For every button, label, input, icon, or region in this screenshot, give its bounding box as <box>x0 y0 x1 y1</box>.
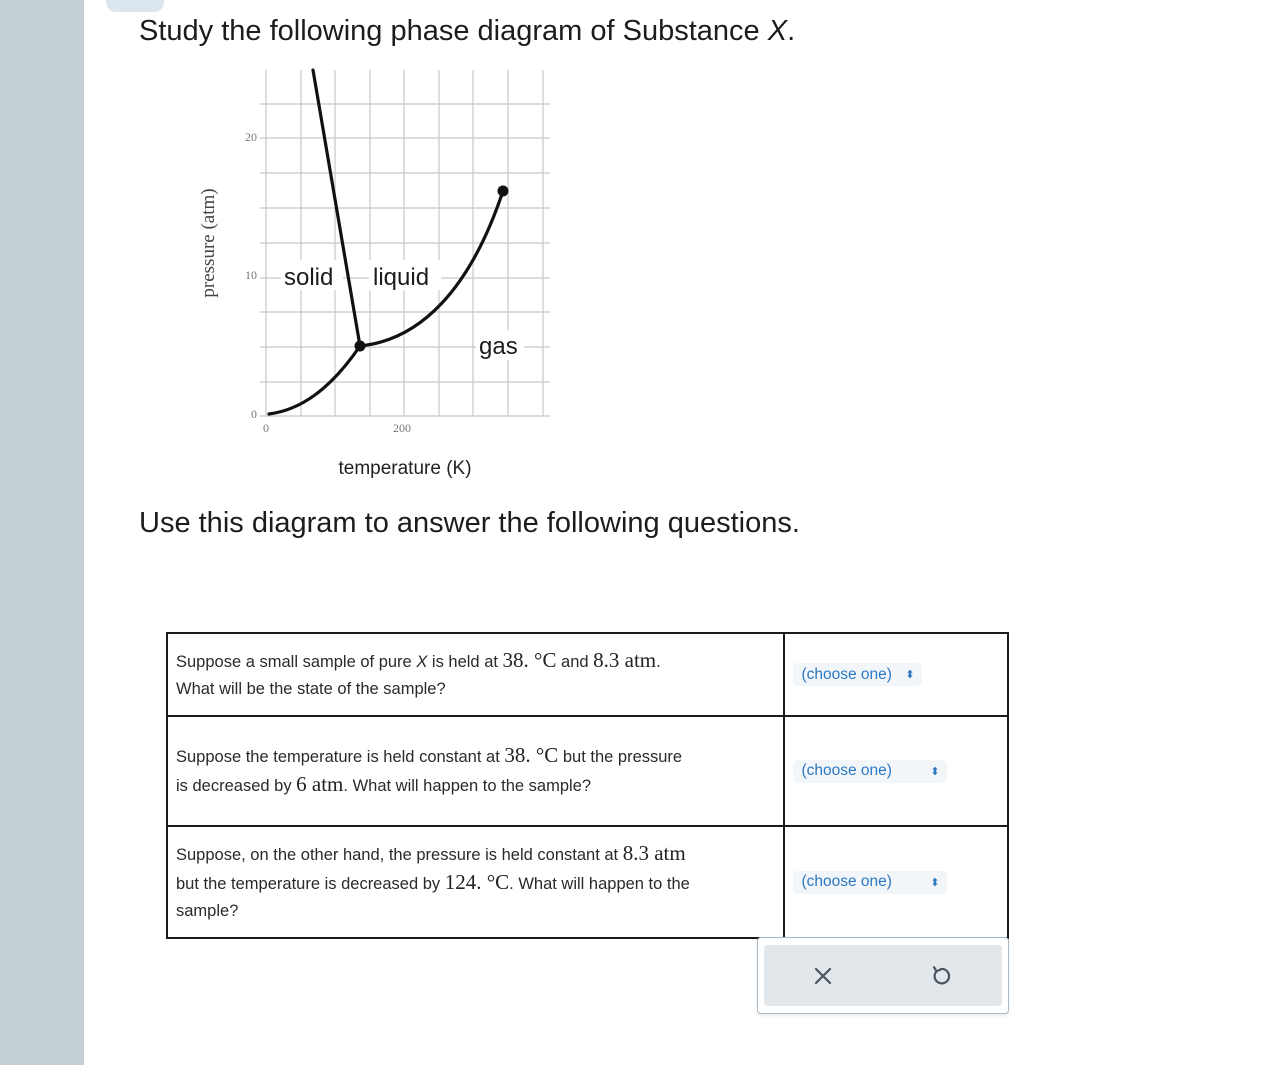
answer-cell-2 <box>784 716 1008 826</box>
critical-point <box>498 186 509 197</box>
updown-chevron-icon: ⬍ <box>930 765 940 778</box>
y-tick-10: 10 <box>245 268 257 282</box>
answer-1-select[interactable]: (choose one) ⬍ <box>793 663 922 686</box>
triple-point <box>355 341 366 352</box>
grid <box>260 70 550 416</box>
undo-icon[interactable] <box>928 963 954 989</box>
top-tab[interactable] <box>106 0 164 12</box>
answer-cell-1 <box>784 633 1008 716</box>
left-sidebar <box>0 0 84 1065</box>
page-title: Study the following phase diagram of Substance X. <box>139 15 796 47</box>
region-gas-label: gas <box>479 333 518 360</box>
sublimation-curve <box>269 346 360 414</box>
answer-cell-3 <box>784 826 1008 938</box>
action-panel <box>757 937 1009 1014</box>
region-solid-label: solid <box>284 264 334 291</box>
x-axis-label: temperature (K) <box>338 458 472 479</box>
question-2: Suppose the temperature is held constant at 38. °C but the pressure is decreased by 6 atm. What will happen to the sample? <box>167 716 784 826</box>
table-row <box>167 633 1008 716</box>
y-tick-0: 0 <box>251 407 257 421</box>
updown-chevron-icon: ⬍ <box>930 876 940 889</box>
table-row <box>167 716 1008 826</box>
phase-diagram <box>180 60 580 485</box>
region-liquid-label: liquid <box>373 264 430 291</box>
y-tick-20: 20 <box>245 130 257 144</box>
close-icon[interactable] <box>810 963 836 989</box>
y-axis-label: pressure (atm) <box>198 188 219 298</box>
instructions: Use this diagram to answer the following questions. <box>139 507 800 539</box>
question-table <box>166 632 1009 939</box>
question-3: Suppose, on the other hand, the pressure is held constant at 8.3 atm but the temperature is decreased by 124. °C. What will happen to the sample? <box>167 826 784 938</box>
updown-chevron-icon: ⬍ <box>905 669 915 681</box>
answer-2-select[interactable]: (choose one) ⬍ <box>793 760 947 783</box>
action-bar <box>764 945 1002 1006</box>
answer-3-select[interactable]: (choose one) ⬍ <box>793 871 947 894</box>
x-tick-0: 0 <box>263 421 269 435</box>
x-tick-200: 200 <box>393 421 411 435</box>
table-row <box>167 826 1008 938</box>
question-1: Suppose a small sample of pure X is held at 38. °C and 8.3 atm. What will be the state of the sample? <box>167 633 784 716</box>
